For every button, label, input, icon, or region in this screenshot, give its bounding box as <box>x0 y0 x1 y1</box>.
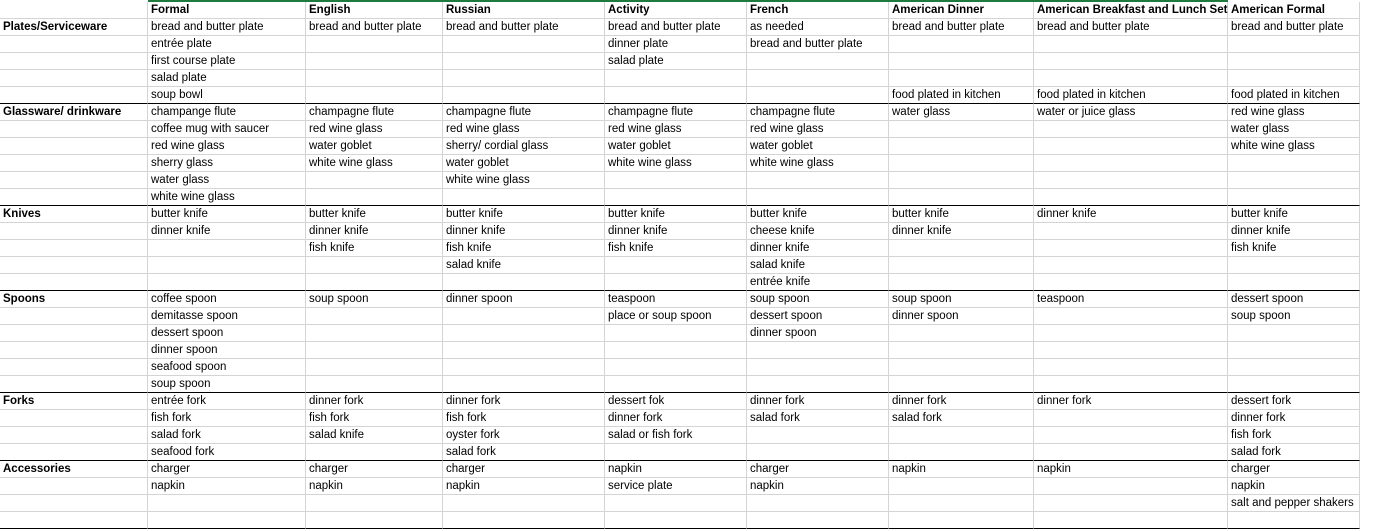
table-cell[interactable] <box>889 155 1034 172</box>
table-cell[interactable]: dessert spoon <box>148 325 306 342</box>
table-cell[interactable] <box>889 36 1034 53</box>
table-cell[interactable] <box>889 495 1034 512</box>
table-cell[interactable] <box>443 359 605 376</box>
table-cell[interactable] <box>306 342 443 359</box>
table-cell[interactable]: soup spoon <box>747 291 889 308</box>
table-cell[interactable]: dinner spoon <box>148 342 306 359</box>
table-cell[interactable] <box>1034 495 1228 512</box>
table-cell[interactable]: bread and butter plate <box>443 19 605 36</box>
table-cell[interactable] <box>1228 376 1360 393</box>
table-cell[interactable]: dinner knife <box>148 223 306 240</box>
table-cell[interactable] <box>148 512 306 529</box>
table-cell[interactable] <box>1228 172 1360 189</box>
table-cell[interactable] <box>306 87 443 104</box>
table-cell[interactable]: oyster fork <box>443 427 605 444</box>
table-cell[interactable]: napkin <box>443 478 605 495</box>
table-cell[interactable] <box>148 257 306 274</box>
table-cell[interactable] <box>306 53 443 70</box>
table-cell[interactable]: entrée fork <box>148 393 306 410</box>
table-cell[interactable]: bread and butter plate <box>306 19 443 36</box>
table-cell[interactable]: napkin <box>306 478 443 495</box>
table-cell[interactable]: red wine glass <box>148 138 306 155</box>
column-header-cell[interactable]: American Formal <box>1228 2 1360 19</box>
table-cell[interactable]: food plated in kitchen <box>1034 87 1228 104</box>
table-cell[interactable]: white wine glass <box>605 155 747 172</box>
table-cell[interactable] <box>747 427 889 444</box>
category-label-cell[interactable] <box>0 325 148 342</box>
table-cell[interactable] <box>889 444 1034 461</box>
table-cell[interactable] <box>443 53 605 70</box>
table-cell[interactable]: butter knife <box>306 206 443 223</box>
category-label-cell[interactable]: Plates/Serviceware <box>0 19 148 36</box>
table-cell[interactable] <box>889 512 1034 529</box>
table-cell[interactable]: place or soup spoon <box>605 308 747 325</box>
table-cell[interactable] <box>1228 53 1360 70</box>
table-cell[interactable]: butter knife <box>747 206 889 223</box>
column-header-cell[interactable]: Russian <box>443 2 605 19</box>
table-cell[interactable]: red wine glass <box>306 121 443 138</box>
category-label-cell[interactable] <box>0 172 148 189</box>
table-cell[interactable] <box>1034 359 1228 376</box>
table-cell[interactable] <box>443 325 605 342</box>
table-cell[interactable] <box>889 478 1034 495</box>
table-cell[interactable]: seafood fork <box>148 444 306 461</box>
table-cell[interactable] <box>443 308 605 325</box>
table-cell[interactable]: dessert fok <box>605 393 747 410</box>
category-label-cell[interactable] <box>0 138 148 155</box>
table-cell[interactable]: dessert spoon <box>747 308 889 325</box>
table-cell[interactable]: bread and butter plate <box>747 36 889 53</box>
table-cell[interactable] <box>1034 512 1228 529</box>
table-cell[interactable] <box>605 70 747 87</box>
table-cell[interactable] <box>747 342 889 359</box>
table-cell[interactable] <box>1034 308 1228 325</box>
table-cell[interactable] <box>306 257 443 274</box>
table-cell[interactable]: fish knife <box>605 240 747 257</box>
category-label-cell[interactable] <box>0 359 148 376</box>
table-cell[interactable] <box>1034 189 1228 206</box>
table-cell[interactable]: butter knife <box>889 206 1034 223</box>
table-cell[interactable] <box>1034 155 1228 172</box>
table-cell[interactable]: soup spoon <box>1228 308 1360 325</box>
table-cell[interactable]: dinner knife <box>306 223 443 240</box>
table-cell[interactable] <box>306 36 443 53</box>
table-cell[interactable]: salad or fish fork <box>605 427 747 444</box>
table-cell[interactable]: napkin <box>889 461 1034 478</box>
table-cell[interactable] <box>306 359 443 376</box>
table-cell[interactable] <box>1034 410 1228 427</box>
table-cell[interactable]: dinner knife <box>1228 223 1360 240</box>
table-cell[interactable]: charger <box>306 461 443 478</box>
table-cell[interactable]: champagne flute <box>443 104 605 121</box>
table-cell[interactable] <box>306 70 443 87</box>
table-cell[interactable] <box>747 495 889 512</box>
category-label-cell[interactable] <box>0 376 148 393</box>
table-cell[interactable]: dinner spoon <box>443 291 605 308</box>
table-cell[interactable] <box>747 359 889 376</box>
table-cell[interactable] <box>605 325 747 342</box>
table-cell[interactable] <box>889 70 1034 87</box>
table-cell[interactable] <box>443 512 605 529</box>
table-cell[interactable]: salad fork <box>1228 444 1360 461</box>
table-cell[interactable] <box>605 342 747 359</box>
category-label-cell[interactable]: Knives <box>0 206 148 223</box>
table-cell[interactable] <box>605 359 747 376</box>
table-cell[interactable]: fish fork <box>443 410 605 427</box>
table-cell[interactable]: butter knife <box>1228 206 1360 223</box>
category-label-cell[interactable] <box>0 342 148 359</box>
table-cell[interactable] <box>889 325 1034 342</box>
table-cell[interactable]: water glass <box>889 104 1034 121</box>
category-label-cell[interactable] <box>0 427 148 444</box>
table-cell[interactable] <box>443 87 605 104</box>
table-cell[interactable] <box>889 359 1034 376</box>
table-cell[interactable]: white wine glass <box>306 155 443 172</box>
table-cell[interactable]: red wine glass <box>747 121 889 138</box>
table-cell[interactable] <box>889 172 1034 189</box>
table-cell[interactable] <box>1228 70 1360 87</box>
table-cell[interactable]: fish knife <box>1228 240 1360 257</box>
table-cell[interactable]: seafood spoon <box>148 359 306 376</box>
table-cell[interactable] <box>148 495 306 512</box>
table-cell[interactable] <box>1034 325 1228 342</box>
table-cell[interactable] <box>443 70 605 87</box>
table-cell[interactable] <box>889 53 1034 70</box>
table-cell[interactable] <box>306 274 443 291</box>
category-label-cell[interactable] <box>0 189 148 206</box>
table-cell[interactable]: charger <box>443 461 605 478</box>
category-label-cell[interactable] <box>0 240 148 257</box>
table-cell[interactable] <box>605 495 747 512</box>
table-cell[interactable] <box>605 274 747 291</box>
table-cell[interactable] <box>443 274 605 291</box>
table-cell[interactable]: service plate <box>605 478 747 495</box>
table-cell[interactable] <box>306 495 443 512</box>
table-cell[interactable] <box>747 376 889 393</box>
category-label-cell[interactable] <box>0 495 148 512</box>
table-cell[interactable]: coffee spoon <box>148 291 306 308</box>
table-cell[interactable] <box>747 87 889 104</box>
table-cell[interactable]: charger <box>148 461 306 478</box>
table-cell[interactable]: dinner fork <box>306 393 443 410</box>
table-cell[interactable] <box>747 189 889 206</box>
table-cell[interactable] <box>1034 478 1228 495</box>
table-cell[interactable] <box>443 342 605 359</box>
column-header-cell[interactable]: English <box>306 2 443 19</box>
table-cell[interactable] <box>1034 36 1228 53</box>
table-cell[interactable]: charger <box>1228 461 1360 478</box>
table-cell[interactable] <box>889 342 1034 359</box>
column-header-cell[interactable]: American Dinner <box>889 2 1034 19</box>
table-cell[interactable] <box>605 512 747 529</box>
column-header-cell[interactable]: French <box>747 2 889 19</box>
table-cell[interactable] <box>889 121 1034 138</box>
category-label-cell[interactable]: Glassware/ drinkware <box>0 104 148 121</box>
table-cell[interactable]: water goblet <box>306 138 443 155</box>
table-cell[interactable]: white wine glass <box>1228 138 1360 155</box>
table-cell[interactable]: napkin <box>1034 461 1228 478</box>
table-cell[interactable] <box>306 308 443 325</box>
category-label-cell[interactable] <box>0 70 148 87</box>
table-cell[interactable] <box>1228 189 1360 206</box>
category-label-cell[interactable] <box>0 444 148 461</box>
table-cell[interactable] <box>443 495 605 512</box>
table-cell[interactable]: dinner knife <box>1034 206 1228 223</box>
table-cell[interactable]: water goblet <box>747 138 889 155</box>
table-cell[interactable] <box>1034 444 1228 461</box>
table-cell[interactable] <box>605 376 747 393</box>
table-cell[interactable] <box>306 512 443 529</box>
table-cell[interactable]: bread and butter plate <box>1034 19 1228 36</box>
category-label-cell[interactable] <box>0 155 148 172</box>
table-cell[interactable] <box>443 376 605 393</box>
table-cell[interactable]: dessert spoon <box>1228 291 1360 308</box>
category-label-cell[interactable] <box>0 308 148 325</box>
table-cell[interactable] <box>747 172 889 189</box>
table-cell[interactable]: dinner fork <box>1034 393 1228 410</box>
table-cell[interactable]: first course plate <box>148 53 306 70</box>
table-cell[interactable]: salad fork <box>148 427 306 444</box>
category-label-cell[interactable] <box>0 121 148 138</box>
table-cell[interactable]: bread and butter plate <box>1228 19 1360 36</box>
table-cell[interactable] <box>306 172 443 189</box>
table-cell[interactable]: salad knife <box>443 257 605 274</box>
table-cell[interactable] <box>148 274 306 291</box>
category-label-cell[interactable] <box>0 410 148 427</box>
table-cell[interactable]: red wine glass <box>605 121 747 138</box>
table-cell[interactable] <box>747 444 889 461</box>
table-cell[interactable]: coffee mug with saucer <box>148 121 306 138</box>
table-cell[interactable]: salad plate <box>605 53 747 70</box>
table-cell[interactable]: champagne flute <box>747 104 889 121</box>
table-cell[interactable]: salt and pepper shakers <box>1228 495 1360 512</box>
table-cell[interactable]: napkin <box>605 461 747 478</box>
table-cell[interactable] <box>1228 512 1360 529</box>
table-cell[interactable] <box>1034 172 1228 189</box>
category-label-cell[interactable] <box>0 87 148 104</box>
table-cell[interactable]: water glass <box>148 172 306 189</box>
table-cell[interactable]: entrée plate <box>148 36 306 53</box>
table-cell[interactable] <box>306 325 443 342</box>
table-cell[interactable]: soup spoon <box>306 291 443 308</box>
table-cell[interactable]: dessert fork <box>1228 393 1360 410</box>
table-cell[interactable]: champagne flute <box>306 104 443 121</box>
table-cell[interactable] <box>747 512 889 529</box>
column-header-cell[interactable] <box>0 2 148 19</box>
table-cell[interactable] <box>1034 223 1228 240</box>
table-cell[interactable]: water glass <box>1228 121 1360 138</box>
table-cell[interactable] <box>605 189 747 206</box>
table-cell[interactable]: butter knife <box>148 206 306 223</box>
table-cell[interactable] <box>1034 257 1228 274</box>
table-cell[interactable]: dinner spoon <box>747 325 889 342</box>
table-cell[interactable]: charger <box>747 461 889 478</box>
table-cell[interactable] <box>747 70 889 87</box>
table-cell[interactable] <box>889 138 1034 155</box>
table-cell[interactable] <box>1034 138 1228 155</box>
table-cell[interactable] <box>1228 155 1360 172</box>
table-cell[interactable] <box>1034 121 1228 138</box>
category-label-cell[interactable] <box>0 36 148 53</box>
table-cell[interactable]: salad knife <box>306 427 443 444</box>
table-cell[interactable]: entrée knife <box>747 274 889 291</box>
table-cell[interactable]: teaspoon <box>605 291 747 308</box>
table-cell[interactable]: fish fork <box>1228 427 1360 444</box>
table-cell[interactable]: as needed <box>747 19 889 36</box>
table-cell[interactable]: fish fork <box>148 410 306 427</box>
table-cell[interactable] <box>889 427 1034 444</box>
table-cell[interactable] <box>1034 240 1228 257</box>
column-header-cell[interactable]: Activity <box>605 2 747 19</box>
table-cell[interactable]: water goblet <box>605 138 747 155</box>
table-cell[interactable] <box>443 36 605 53</box>
table-cell[interactable] <box>605 172 747 189</box>
category-label-cell[interactable] <box>0 512 148 529</box>
table-cell[interactable] <box>1034 427 1228 444</box>
table-cell[interactable] <box>1228 359 1360 376</box>
table-cell[interactable]: soup spoon <box>148 376 306 393</box>
table-cell[interactable]: white wine glass <box>443 172 605 189</box>
table-cell[interactable]: butter knife <box>605 206 747 223</box>
table-cell[interactable]: white wine glass <box>148 189 306 206</box>
table-cell[interactable] <box>1034 70 1228 87</box>
table-cell[interactable] <box>889 189 1034 206</box>
table-cell[interactable]: sherry/ cordial glass <box>443 138 605 155</box>
table-cell[interactable] <box>889 257 1034 274</box>
table-cell[interactable]: soup bowl <box>148 87 306 104</box>
table-cell[interactable] <box>1228 257 1360 274</box>
table-cell[interactable]: bread and butter plate <box>605 19 747 36</box>
table-cell[interactable]: sherry glass <box>148 155 306 172</box>
table-cell[interactable] <box>605 444 747 461</box>
table-cell[interactable] <box>1228 325 1360 342</box>
table-cell[interactable] <box>306 376 443 393</box>
table-cell[interactable]: soup spoon <box>889 291 1034 308</box>
table-cell[interactable]: white wine glass <box>747 155 889 172</box>
table-cell[interactable]: dinner knife <box>747 240 889 257</box>
table-cell[interactable] <box>1228 274 1360 291</box>
table-cell[interactable]: food plated in kitchen <box>889 87 1034 104</box>
table-cell[interactable]: dinner fork <box>443 393 605 410</box>
table-cell[interactable]: red wine glass <box>443 121 605 138</box>
table-cell[interactable]: fish knife <box>443 240 605 257</box>
table-cell[interactable]: napkin <box>1228 478 1360 495</box>
table-cell[interactable]: cheese knife <box>747 223 889 240</box>
table-cell[interactable] <box>889 376 1034 393</box>
table-cell[interactable]: bread and butter plate <box>889 19 1034 36</box>
category-label-cell[interactable] <box>0 223 148 240</box>
table-cell[interactable]: dinner fork <box>605 410 747 427</box>
table-cell[interactable] <box>306 444 443 461</box>
table-cell[interactable]: demitasse spoon <box>148 308 306 325</box>
category-label-cell[interactable]: Spoons <box>0 291 148 308</box>
category-label-cell[interactable] <box>0 478 148 495</box>
table-cell[interactable] <box>443 189 605 206</box>
table-cell[interactable]: salad knife <box>747 257 889 274</box>
table-cell[interactable] <box>1034 274 1228 291</box>
table-cell[interactable] <box>747 53 889 70</box>
table-cell[interactable]: champange flute <box>148 104 306 121</box>
table-cell[interactable]: dinner fork <box>1228 410 1360 427</box>
table-cell[interactable]: bread and butter plate <box>148 19 306 36</box>
table-cell[interactable] <box>605 257 747 274</box>
column-header-cell[interactable]: American Breakfast and Lunch Set <box>1034 2 1228 19</box>
table-cell[interactable] <box>148 240 306 257</box>
table-cell[interactable]: napkin <box>148 478 306 495</box>
table-cell[interactable]: water goblet <box>443 155 605 172</box>
table-cell[interactable]: fish knife <box>306 240 443 257</box>
table-cell[interactable]: teaspoon <box>1034 291 1228 308</box>
table-cell[interactable]: dinner knife <box>889 223 1034 240</box>
table-cell[interactable]: butter knife <box>443 206 605 223</box>
table-cell[interactable]: napkin <box>747 478 889 495</box>
table-cell[interactable]: dinner spoon <box>889 308 1034 325</box>
table-cell[interactable]: water or juice glass <box>1034 104 1228 121</box>
category-label-cell[interactable]: Accessories <box>0 461 148 478</box>
table-cell[interactable] <box>1228 36 1360 53</box>
table-cell[interactable]: dinner plate <box>605 36 747 53</box>
table-cell[interactable] <box>1034 342 1228 359</box>
table-cell[interactable] <box>306 189 443 206</box>
table-cell[interactable] <box>1034 53 1228 70</box>
table-cell[interactable] <box>889 240 1034 257</box>
table-cell[interactable]: fish fork <box>306 410 443 427</box>
table-cell[interactable]: dinner fork <box>889 393 1034 410</box>
table-cell[interactable] <box>889 274 1034 291</box>
table-cell[interactable]: dinner knife <box>605 223 747 240</box>
category-label-cell[interactable]: Forks <box>0 393 148 410</box>
column-header-cell[interactable]: Formal <box>148 2 306 19</box>
table-cell[interactable]: dinner knife <box>443 223 605 240</box>
category-label-cell[interactable] <box>0 274 148 291</box>
table-cell[interactable]: salad plate <box>148 70 306 87</box>
table-cell[interactable] <box>1034 376 1228 393</box>
table-cell[interactable] <box>1228 342 1360 359</box>
table-cell[interactable]: salad fork <box>443 444 605 461</box>
table-cell[interactable]: dinner fork <box>747 393 889 410</box>
category-label-cell[interactable] <box>0 257 148 274</box>
table-cell[interactable]: champagne flute <box>605 104 747 121</box>
table-cell[interactable]: salad fork <box>889 410 1034 427</box>
category-label-cell[interactable] <box>0 53 148 70</box>
table-cell[interactable]: food plated in kitchen <box>1228 87 1360 104</box>
table-cell[interactable]: salad fork <box>747 410 889 427</box>
table-cell[interactable]: red wine glass <box>1228 104 1360 121</box>
table-cell[interactable] <box>605 87 747 104</box>
